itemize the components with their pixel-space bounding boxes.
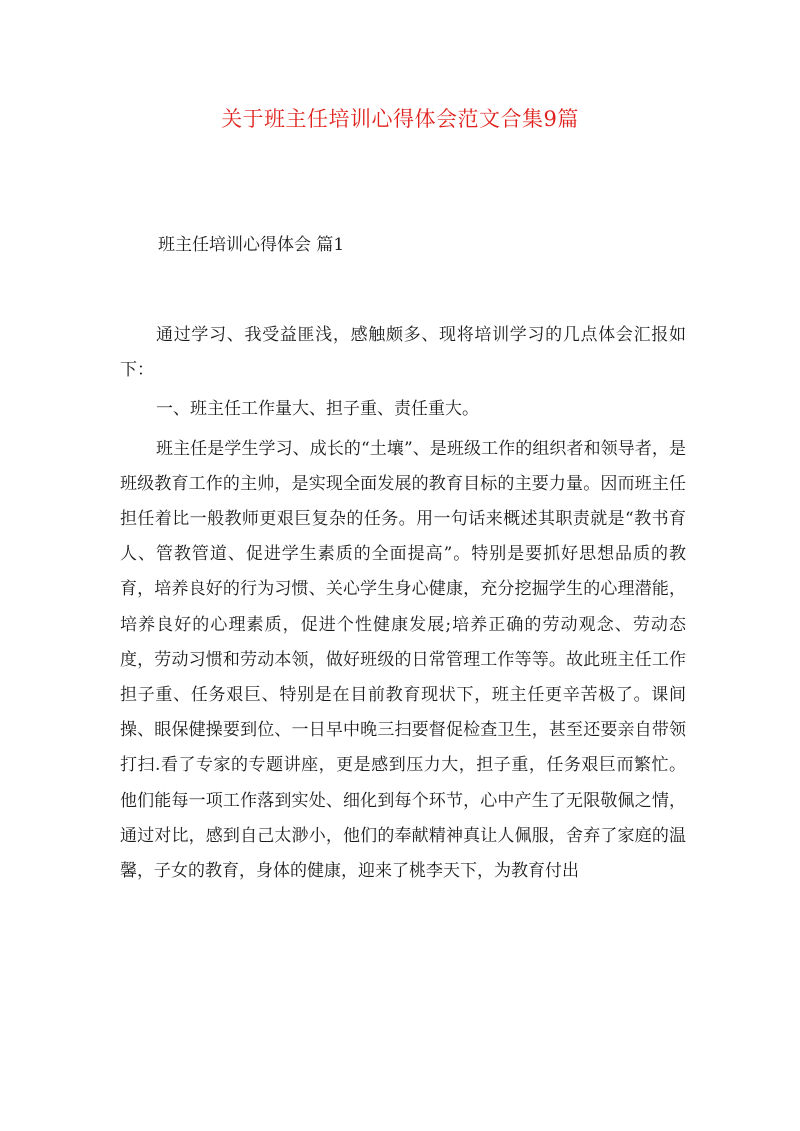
document-title: 关于班主任培训心得体会范文合集9篇	[221, 107, 579, 131]
document-body	[120, 318, 686, 889]
paragraph-main: 班主任是学生学习、成长的“土壤”、是班级工作的组织者和领导者，是班级教育工作的主帅，是实现全面发展的教育目标的主要力量。因而班主任担任着比一般教师更艰巨复杂的任务。用一句话来概述其职责就是“教书育人、管教管道、促进学生素质的全面提高”。特别是要抓好思想品质的教育，培养良好的行为习惯、关心学生身心健康，充分挖掘学生的心理潜能，培养良好的心理素质，促进个性健康发展;培养正确的劳动观念、劳动态度，劳动习惯和劳动本领，做好班级的日常管理工作等等。故此班主任工作担子重、任务艰巨、特别是在目前教育现状下，班主任更辛苦极了。课间操、眼保健操要到位、一日早中晚三扫要督促检查卫生，甚至还要亲自带领打扫.看了专家的专题讲座，更是感到压力大，担子重，任务艰巨而繁忙。他们能每一项工作落到实处、细化到每个环节，心中产生了无限敬佩之情，通过对比，感到自己太渺小，他们的奉献精神真让人佩服，舍弃了家庭的温馨，子女的教育，身体的健康，迎来了桃李天下，为教育付出	[120, 438, 686, 882]
paragraph-point-one: 一、班主任工作量大、担子重、责任重大。	[156, 399, 479, 420]
paragraph-intro: 通过学习、我受益匪浅，感触颇多、现将培训学习的几点体会汇报如下：	[120, 325, 686, 381]
section-heading: 班主任培训心得体会 篇1	[158, 235, 345, 255]
